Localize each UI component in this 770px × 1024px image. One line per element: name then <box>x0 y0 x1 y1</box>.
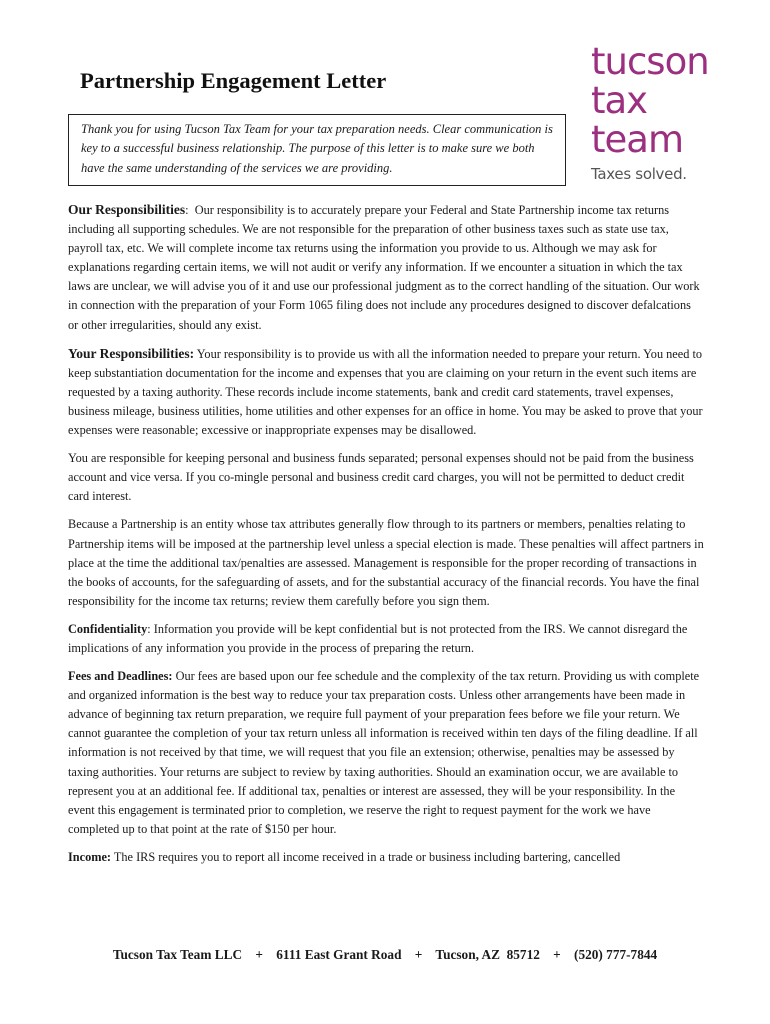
income-text: The IRS requires you to report all income received in a trade or business including bartering, cancelled <box>113 849 621 864</box>
footer-separator: + <box>255 947 263 962</box>
confidentiality-heading: Confidentiality <box>68 621 148 636</box>
fees-heading: Fees and Deadlines: <box>68 669 173 684</box>
footer-city: Tucson, AZ 85712 <box>435 947 540 962</box>
footer-separator: + <box>553 947 561 962</box>
confidentiality-text: Information you provide will be kept confidential but is not protected from the IRS. We cannot disregard the implications of any information you provide in the process of preparing the return. <box>68 621 688 655</box>
footer-company: Tucson Tax Team LLC <box>112 947 243 962</box>
footer-address: 6111 East Grant Road <box>276 947 402 962</box>
partnership-paragraph: Because a Partnership is an entity whose tax attributes generally flow through to its partners or members, penalties relating to Partnership items will be imposed at the partnership level unless a special election is made. These penalties will affect partners in place at the time the additional tax/penalties are assessed. Management is responsible for the proper recording of transactions in the books of accounts, for the safeguarding of assets, and for the substantial accuracy of the financial records. You have the final responsibility for the income tax returns; review them carefully before you sign them. <box>68 517 704 608</box>
logo-tagline: Taxes solved. <box>591 165 687 183</box>
our-responsibilities-heading: Our Responsibilities <box>68 202 186 217</box>
fees-paragraph <box>68 667 704 839</box>
letter-body <box>68 200 704 876</box>
page-title: Partnership Engagement Letter <box>80 68 387 93</box>
logo-word-tax: tax <box>591 79 648 122</box>
your-responsibilities-text: Your responsibility is to provide us with all the information needed to prepare your return. You need to keep substantiation documentation for the income and expenses that you are claiming on your return in the event such items are requested by a taxing authority. These records include income statements, bank and credit card statements, travel expenses, business mileage, business utilities, home utilities and other expenses for an office in home. You may be asked to prove that your expenses were reasonable; excessive or inappropriate expenses may be disallowed. <box>68 346 703 438</box>
income-heading: Income: <box>68 849 112 864</box>
intro-box: Thank you for using Tucson Tax Team for your tax preparation needs. Clear communication is key to a successful business relationship. The purpose of this letter is to make sure we both have the same understanding of the services we are providing. <box>68 114 566 186</box>
logo-word-team: team <box>591 118 683 161</box>
footer <box>0 947 770 963</box>
fees-text: Our fees are based upon our fee schedule and the complexity of the tax return. Providing us with complete and organized information is the best way to reduce your tax preparation costs. Unless other arrangements have been made in advance of beginning tax return preparation, we require full payment of your preparation fees before we file your return. We cannot guarantee the completion of your tax return unless all information is received within ten days of the filing deadline. If all information is not received by that time, we will request that you file an extension; otherwise, penalties may be assessed by taxing authorities. Your returns are subject to review by taxing authorities. Should an examination occur, we are available to represent you at an additional fee. If additional tax, penalties or interest are assessed, they will be your responsibility. In the event this engagement is terminated prior to completion, we reserve the right to request payment for the work we have completed up to that point at the rate of $150 per hour. <box>68 669 700 836</box>
your-responsibilities-paragraph <box>68 344 704 440</box>
company-logo <box>591 42 741 183</box>
footer-separator: + <box>414 947 423 962</box>
footer-phone: (520) 777-7844 <box>574 947 658 962</box>
funds-paragraph: You are responsible for keeping personal and business funds separated; personal expenses should not be paid from the business account and vice versa. If you co-mingle personal and business credit card charges, you will not be permitted to deduct credit card interest. <box>68 451 694 504</box>
logo-word-tucson: tucson <box>591 40 709 83</box>
confidentiality-paragraph: Confidentiality: Information you provide will be kept confidential but is not protected from the IRS. We cannot disregard the implications of any information you provide in the process of preparing the return. <box>68 621 688 655</box>
our-responsibilities-text: Our responsibility is to accurately prepare your Federal and State Partnership income tax returns including all supporting schedules. We are not responsible for the preparation of other business taxes such as state use tax, payroll tax, etc. We will complete income tax returns using the information you provide to us. Although we may ask for explanations regarding certain items, we will not audit or verify any information. If we encounter a situation in which the tax laws are unclear, we will advise you of it and use our professional judgment as to the correct handling of the situation. Our work in connection with the preparation of your Form 1065 filing does not include any procedures designed to discover defalcations or other irregularities, should any exist. <box>68 203 700 332</box>
your-responsibilities-heading: Your Responsibilities: <box>68 345 195 361</box>
our-responsibilities-paragraph: Our Responsibilities: Our responsibility is to accurately prepare your Federal and State Partnership income tax returns including all supporting schedules. We are not responsible for the preparation of other business taxes such as state use tax, payroll tax, etc. We will complete income tax returns using the information you provide to us. Although we may ask for explanations regarding certain items, we will not audit or verify any information. If we encounter a situation in which the tax laws are unclear, we will advise you of it and use our professional judgment as to the correct handling of the situation. Our work in connection with the preparation of your Form 1065 filing does not include any procedures designed to discover defalcations or other irregularities, should any exist. <box>68 202 700 332</box>
income-paragraph <box>68 848 704 867</box>
